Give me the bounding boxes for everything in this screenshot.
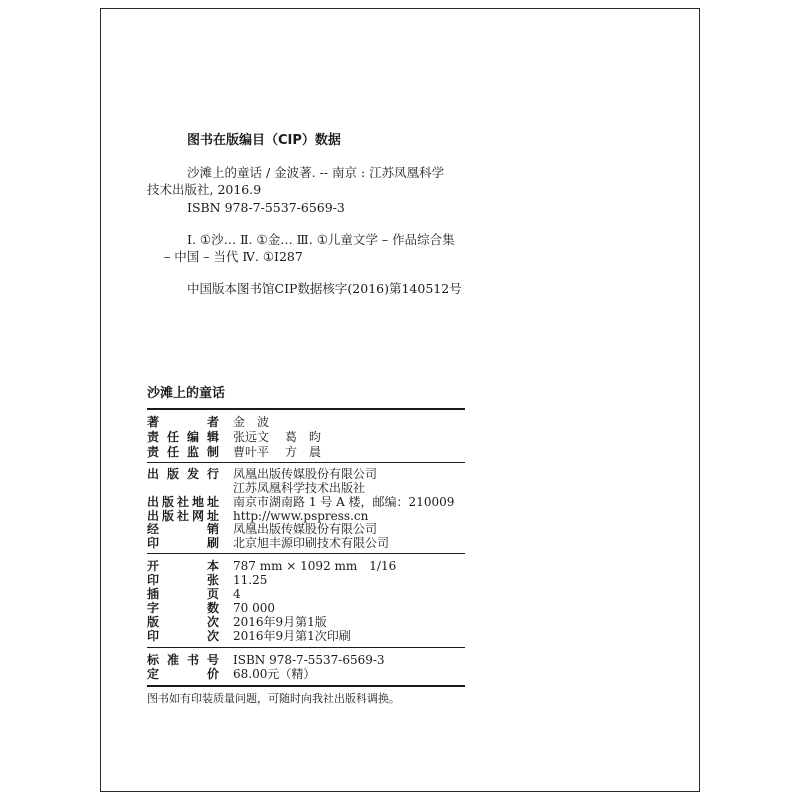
divider	[147, 685, 465, 687]
divider	[147, 408, 465, 410]
divider	[147, 647, 465, 648]
credit-label: 著 者	[147, 415, 219, 429]
publishing-value: 南京市湖南路 1 号 A 楼，邮编：210009	[233, 495, 455, 509]
cip-isbn: ISBN 978-7-5537-6569-3	[187, 200, 345, 215]
spec-value: 2016年9月第1次印刷	[233, 629, 351, 643]
credit-value: 张远文	[233, 430, 270, 444]
cip-line-6: 中国版本图书馆CIP数据核字(2016)第140512号	[187, 281, 462, 296]
publishing-value: 江苏凤凰科学技术出版社	[233, 481, 366, 495]
publishing-value: 凤凰出版传媒股份有限公司	[233, 467, 378, 481]
spec-value: 4	[233, 587, 241, 601]
book-title: 沙滩上的童话	[147, 386, 226, 401]
publishing-label: 经 销	[147, 522, 219, 536]
credit-label: 责任监制	[147, 445, 219, 459]
publishing-value: http://www.pspress.cn	[233, 509, 369, 523]
spec-value: 11.25	[233, 573, 268, 587]
cip-heading: 图书在版编目（CIP）数据	[187, 133, 341, 148]
cip-line-2: 技术出版社, 2016.9	[147, 182, 262, 197]
publishing-label: 出版社地址	[147, 495, 219, 509]
spec-label: 开 本	[147, 559, 219, 573]
credit-label: 责任编辑	[147, 430, 219, 444]
spec-label: 印 次	[147, 629, 219, 643]
price-label: 定 价	[147, 667, 219, 681]
spec-label: 字 数	[147, 601, 219, 615]
footer-note: 图书如有印装质量问题，可随时向我社出版科调换。	[147, 692, 400, 705]
credit-value: 金 波	[233, 415, 270, 429]
spec-label: 印 张	[147, 573, 219, 587]
spec-label: 版 次	[147, 615, 219, 629]
credit-value: 曹叶平	[233, 445, 270, 459]
spec-value: 787 mm × 1092 mm 1/16	[233, 559, 397, 573]
publishing-value: 凤凰出版传媒股份有限公司	[233, 522, 378, 536]
credit-value-2: 方 晨	[285, 445, 322, 459]
cip-line-5: – 中国 – 当代 Ⅳ. ①I287	[164, 249, 303, 264]
isbn-label: 标准书号	[147, 653, 219, 667]
publishing-label: 出版社网址	[147, 509, 219, 523]
credit-value-2: 葛 昀	[285, 430, 322, 444]
cip-line-1: 沙滩上的童话 / 金波著. -- 南京 : 江苏凤凰科学	[187, 165, 445, 180]
publishing-label: 出版发行	[147, 467, 219, 481]
spec-value: 2016年9月第1版	[233, 615, 327, 629]
cip-line-4: Ⅰ. ①沙… Ⅱ. ①金… Ⅲ. ①儿童文学 – 作品综合集	[187, 232, 455, 247]
divider	[147, 553, 465, 554]
spec-label: 插 页	[147, 587, 219, 601]
price-value: 68.00元（精）	[233, 667, 316, 681]
publishing-value: 北京旭丰源印刷技术有限公司	[233, 536, 390, 550]
spec-value: 70 000	[233, 601, 275, 615]
publishing-label: 印 刷	[147, 536, 219, 550]
isbn-value: ISBN 978-7-5537-6569-3	[233, 653, 385, 667]
divider	[147, 462, 465, 463]
